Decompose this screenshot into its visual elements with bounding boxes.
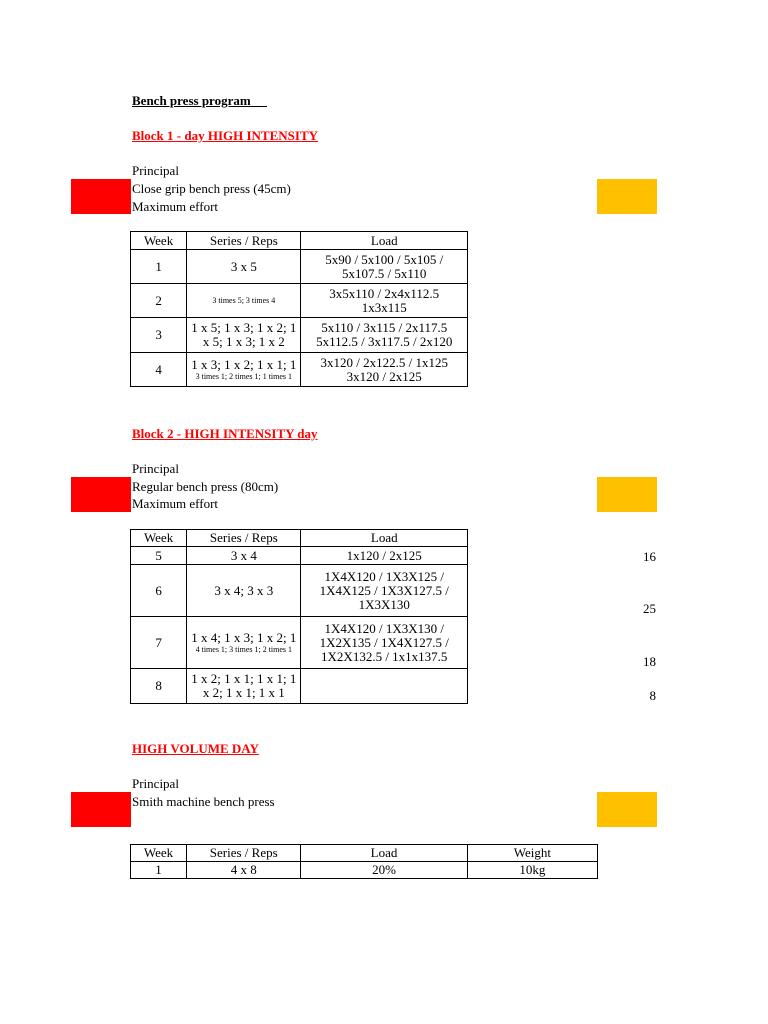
block2-heading: Block 2 - HIGH INTENSITY day (132, 426, 318, 441)
series-cell: 3 x 4; 3 x 3 (187, 565, 301, 617)
block1-heading: Block 1 - day HIGH INTENSITY (132, 128, 319, 143)
block1-table (130, 231, 468, 387)
block3-amber-marker (597, 792, 657, 827)
series-cell: 3 x 5 (187, 250, 301, 284)
block1-amber-marker (597, 179, 657, 214)
load-line: 3x120 / 2x122.5 / 1x125 (320, 354, 448, 370)
header-week: Week (131, 530, 187, 547)
block2-amber-marker (597, 477, 657, 512)
side-number: 25 (643, 601, 656, 616)
block3-heading: HIGH VOLUME DAY (132, 741, 259, 756)
load-cell (301, 250, 468, 284)
block1-line-effort: Maximum effort (132, 199, 219, 214)
table-row (131, 353, 468, 387)
load-line: 1X2X132.5 / 1x1x137.5 (321, 648, 448, 664)
series-note: 4 times 1; 3 times 1; 2 times 1 (195, 645, 293, 654)
week-cell: 7 (131, 617, 187, 669)
load-cell (301, 284, 468, 318)
load-cell (301, 617, 468, 669)
document-title-text: Bench press program (132, 93, 251, 108)
load-line: 5x107.5 / 5x110 (342, 265, 427, 281)
header-weight: Weight (467, 845, 597, 862)
series-cell: 1 x 2; 1 x 1; 1 x 1; 1 x 2; 1 x 1; 1 x 1 (187, 669, 301, 704)
block2-table (130, 529, 468, 704)
table-header-row (131, 232, 468, 250)
load-line: 1X4X120 / 1X3X125 / (324, 568, 444, 584)
side-number: 18 (643, 654, 656, 669)
table-header-row (131, 845, 598, 862)
load-line: 3x120 / 2x125 (346, 368, 422, 384)
block3-red-marker (71, 792, 131, 827)
block2-line-exercise: Regular bench press (80cm) (132, 479, 279, 494)
block3-table (130, 844, 598, 879)
series-note: 3 times 1; 2 times 1; 1 times 1 (195, 372, 293, 381)
table-row (131, 669, 468, 704)
table-row (131, 250, 468, 284)
table-row (131, 547, 468, 565)
load-cell (301, 669, 468, 704)
block1-line-principal: Principal (132, 163, 179, 178)
header-series: Series / Reps (187, 845, 301, 862)
side-number: 8 (649, 688, 656, 703)
block2-line-effort: Maximum effort (132, 496, 219, 511)
table-row (131, 565, 468, 617)
week-cell: 5 (131, 547, 187, 565)
series-text: 1 x 3; 1 x 2; 1 x 1; 1 (191, 357, 297, 372)
header-load: Load (301, 232, 468, 250)
side-number: 16 (643, 549, 656, 564)
series-cell (187, 284, 301, 318)
week-cell: 2 (131, 284, 187, 318)
load-line: 1X2X135 / 1X4X127.5 / (319, 634, 449, 650)
week-cell: 6 (131, 565, 187, 617)
load-line: 1X4X125 / 1X3X127.5 / (319, 582, 449, 598)
weight-cell: 10kg (467, 862, 597, 879)
series-cell: 1 x 5; 1 x 3; 1 x 2; 1 x 5; 1 x 3; 1 x 2 (187, 318, 301, 353)
series-cell: 4 x 8 (187, 862, 301, 879)
series-cell: 3 x 4 (187, 547, 301, 565)
block1-line-exercise: Close grip bench press (45cm) (132, 181, 291, 196)
header-load: Load (301, 530, 468, 547)
header-week: Week (131, 845, 187, 862)
load-line: 1x3x115 (361, 299, 407, 315)
week-cell: 8 (131, 669, 187, 704)
load-cell (301, 565, 468, 617)
block1-red-marker (71, 179, 131, 214)
table-header-row (131, 530, 468, 547)
load-line: 5x112.5 / 3x117.5 / 2x120 (316, 334, 453, 349)
document-title (132, 93, 267, 109)
load-cell (301, 318, 468, 353)
series-note: 3 times 5; 3 times 4 (212, 296, 276, 305)
load-cell (301, 547, 468, 565)
header-week: Week (131, 232, 187, 250)
week-cell: 4 (131, 353, 187, 387)
load-cell: 20% (301, 862, 467, 879)
load-line: 1X4X120 / 1X3X130 / (324, 620, 444, 636)
load-line: 1X3X130 (358, 596, 410, 612)
block2-line-principal: Principal (132, 461, 179, 476)
load-line: 5x90 / 5x100 / 5x105 / (325, 251, 444, 267)
header-series: Series / Reps (187, 530, 301, 547)
table-row (131, 617, 468, 669)
table-row (131, 862, 598, 879)
load-line: 1x120 / 2x125 (346, 547, 422, 563)
block3-line-exercise: Smith machine bench press (132, 794, 275, 809)
load-line: 3x5x110 / 2x4x112.5 (329, 285, 440, 301)
table-row (131, 284, 468, 318)
week-cell: 1 (131, 250, 187, 284)
block3-line-principal: Principal (132, 776, 179, 791)
series-cell (187, 353, 301, 387)
week-cell: 3 (131, 318, 187, 353)
week-cell: 1 (131, 862, 187, 879)
series-cell (187, 617, 301, 669)
block2-red-marker (71, 477, 131, 512)
load-cell (301, 353, 468, 387)
series-text: 1 x 4; 1 x 3; 1 x 2; 1 (191, 630, 297, 645)
header-load: Load (301, 845, 467, 862)
load-line: 5x110 / 3x115 / 2x117.5 (321, 320, 448, 335)
header-series: Series / Reps (187, 232, 301, 250)
table-row (131, 318, 468, 353)
